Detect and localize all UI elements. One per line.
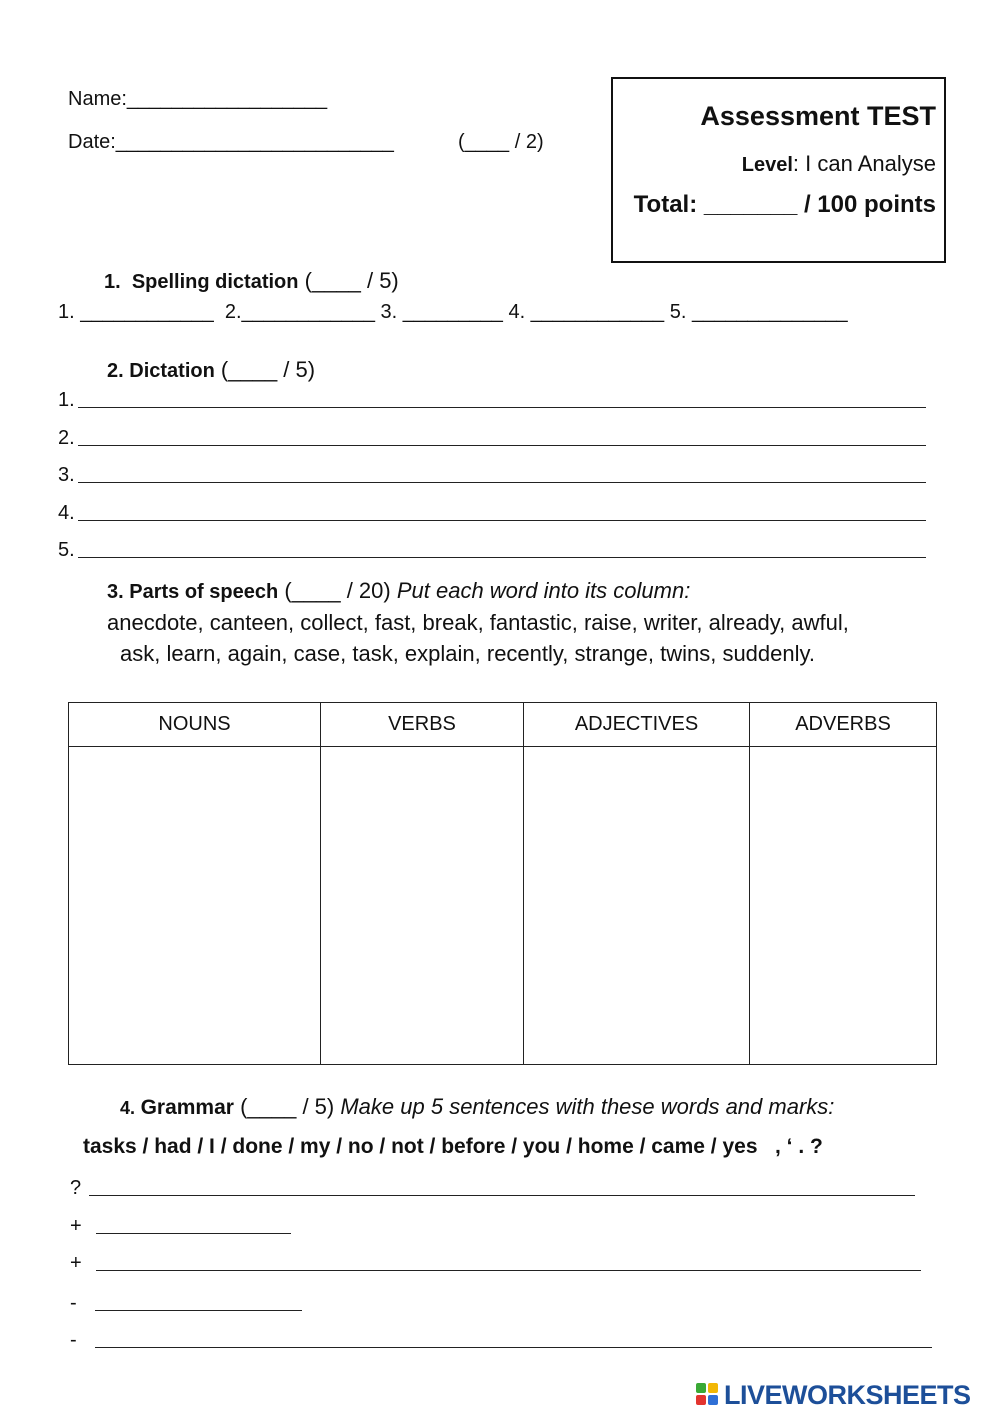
- section-3-title: Parts of speech: [129, 581, 279, 603]
- section-4-instruction: Make up 5 sentences with these words and marks:: [340, 1094, 835, 1119]
- dictation-line[interactable]: [58, 463, 926, 489]
- section-4-score: (____ / 5): [233, 1094, 341, 1119]
- grammar-answer-line[interactable]: [70, 1214, 291, 1240]
- section-1-heading: [104, 268, 399, 294]
- grammar-answer-line[interactable]: [70, 1291, 302, 1317]
- spelling-blanks[interactable]: 1. ____________ 2.____________ 3. _________ 4. ____________ 5. ______________: [58, 301, 848, 323]
- dictation-line[interactable]: [58, 388, 926, 414]
- name-field-label[interactable]: Name:__________________: [68, 88, 328, 110]
- dictation-line-number: 3.: [58, 464, 75, 486]
- line-symbol: ?: [70, 1177, 82, 1199]
- date-score: (____ / 2): [458, 131, 544, 153]
- section-2-score: (____ / 5): [214, 357, 316, 382]
- adverbs-answer-cell[interactable]: [750, 747, 937, 1065]
- grammar-answer-line[interactable]: [70, 1251, 921, 1277]
- word-list-line-1: anecdote, canteen, collect, fast, break, fantastic, raise, writer, already, awful,: [107, 610, 849, 635]
- column-header-adverbs: ADVERBS: [750, 703, 937, 747]
- section-1-title: Spelling dictation: [131, 271, 299, 293]
- section-3-instruction: Put each word into its column:: [396, 578, 691, 603]
- liveworksheets-mark-icon: [696, 1383, 720, 1405]
- score-box: [611, 77, 946, 263]
- section-2-number: 2.: [107, 360, 124, 382]
- dictation-line[interactable]: [58, 538, 926, 564]
- level-value: : I can Analyse: [792, 151, 936, 176]
- line-symbol: +: [70, 1252, 82, 1274]
- column-header-verbs: VERBS: [321, 703, 524, 747]
- dictation-line-number: 2.: [58, 427, 75, 449]
- line-symbol: -: [70, 1329, 77, 1351]
- column-header-adjectives: ADJECTIVES: [524, 703, 750, 747]
- section-4-title: Grammar: [140, 1096, 234, 1119]
- section-3-score: (____ / 20): [278, 578, 397, 603]
- section-3-heading: [107, 578, 690, 604]
- section-1-number: 1.: [104, 271, 121, 293]
- verbs-answer-cell[interactable]: [321, 747, 524, 1065]
- dictation-line-number: 4.: [58, 502, 75, 524]
- parts-of-speech-table: [68, 702, 937, 1065]
- section-4-heading: [120, 1094, 834, 1120]
- grammar-answer-line[interactable]: [70, 1328, 932, 1354]
- total-points[interactable]: Total: _______ / 100 points: [633, 191, 936, 218]
- dictation-line[interactable]: [58, 426, 926, 452]
- grammar-word-bank: tasks / had / I / done / my / no / not / before / you / home / came / yes , ‘ . ?: [83, 1135, 823, 1158]
- adjectives-answer-cell[interactable]: [524, 747, 750, 1065]
- date-field-label[interactable]: Date:_________________________: [68, 131, 394, 153]
- liveworksheets-wordmark: LIVEWORKSHEETS: [724, 1380, 971, 1410]
- level-label: Level: [741, 154, 793, 176]
- dictation-line-number: 1.: [58, 389, 75, 411]
- nouns-answer-cell[interactable]: [69, 747, 321, 1065]
- section-1-score: (____ / 5): [298, 268, 399, 293]
- column-header-nouns: NOUNS: [69, 703, 321, 747]
- assessment-title: Assessment TEST: [700, 101, 936, 131]
- dictation-line-number: 5.: [58, 539, 75, 561]
- line-symbol: -: [70, 1292, 77, 1314]
- section-3-number: 3.: [107, 581, 124, 603]
- section-2-title: Dictation: [129, 360, 215, 382]
- word-list-line-2: ask, learn, again, case, task, explain, recently, strange, twins, suddenly.: [120, 641, 815, 666]
- dictation-line[interactable]: [58, 501, 926, 527]
- grammar-answer-line[interactable]: [70, 1176, 915, 1202]
- level-line: [742, 151, 936, 177]
- section-2-heading: [107, 357, 315, 383]
- section-4-number: 4.: [120, 1098, 136, 1118]
- line-symbol: +: [70, 1215, 82, 1237]
